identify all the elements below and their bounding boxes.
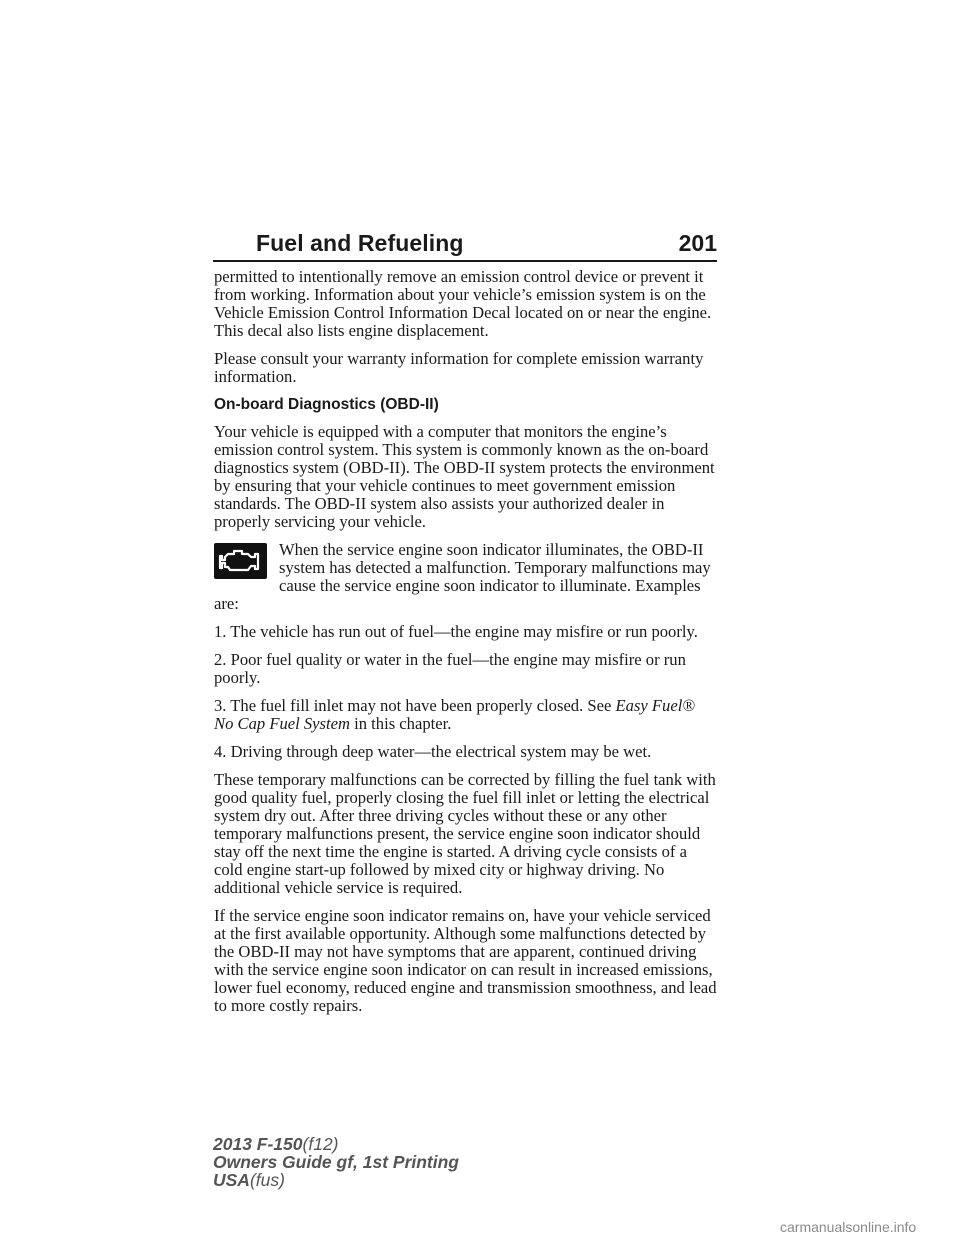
page-number: 201: [678, 230, 717, 256]
page-footer: [213, 1135, 459, 1189]
page-header: [213, 226, 717, 262]
example-item-3: [214, 697, 717, 733]
example-item-1: 1. The vehicle has run out of fuel—the engine may misfire or run poorly.: [214, 622, 698, 641]
paragraph-emission-decal: permitted to intentionally remove an emission control device or prevent it from working. Information about your vehicle’s emission system is on the Vehicle Emission Control Information Decal located on or near the engine. This decal also lists engine displacement.: [214, 267, 712, 340]
paragraph-obd-intro: Your vehicle is equipped with a computer that monitors the engine’s emission control system. This system is commonly known as the on-board diagnostics system (OBD-II). The OBD-II system protects the environment by ensuring that your vehicle continues to meet government emission standards. The OBD-II system also assists your authorized dealer in properly servicing your vehicle.: [214, 422, 715, 531]
chapter-title: Fuel and Refueling: [256, 230, 464, 256]
example-item-3-text: 3. The fuel fill inlet may not have been properly closed. See: [214, 696, 616, 715]
footer-market-line: [213, 1171, 459, 1189]
paragraph-corrections: These temporary malfunctions can be corrected by filling the fuel tank with good quality fuel, properly closing the fuel fill inlet or letting the electrical system dry out. After three driving cycles without these or any other temporary malfunctions present, the service engine soon indicator should stay off the next time the engine is started. A driving cycle consists of a cold engine start-up followed by mixed city or highway driving. No additional vehicle service is required.: [214, 770, 716, 897]
watermark: carmanualsonline.info: [780, 1219, 917, 1235]
paragraph-warranty: Please consult your warranty information for complete emission warranty information.: [214, 349, 704, 386]
footer-market-code: (fus): [249, 1170, 285, 1190]
example-item-4: 4. Driving through deep water—the electrical system may be wet.: [214, 742, 652, 761]
footer-printing: Owners Guide gf, 1st Printing: [213, 1152, 459, 1172]
engine-glyph: [218, 547, 263, 575]
footer-model: 2013 F-150: [213, 1134, 303, 1154]
paragraph-indicator-remains-on: If the service engine soon indicator remains on, have your vehicle serviced at the first available opportunity. Although some malfunctions detected by the OBD-II may not have symptoms that are apparent, continued driving with the service engine soon indicator on can result in increased emissions, lower fuel economy, reduced engine and transmission smoothness, and lead to more costly repairs.: [214, 906, 717, 1015]
footer-model-line: [213, 1135, 459, 1153]
example-item-3-suffix: in this chapter.: [349, 714, 452, 733]
footer-model-code: (f12): [302, 1134, 339, 1154]
section-heading-obd: On-board Diagnostics (OBD-II): [214, 396, 439, 413]
example-item-2: 2. Poor fuel quality or water in the fuel—the engine may misfire or run poorly.: [214, 650, 686, 687]
indicator-text: When the service engine soon indicator illuminates, the OBD-II system has detected a malfunction. Temporary malfunctions may cause the service engine soon indicator to illuminate. Examples are:: [214, 540, 711, 613]
indicator-paragraph: [214, 541, 717, 613]
check-engine-icon: [214, 543, 267, 579]
footer-market: USA: [213, 1170, 250, 1190]
easy-fuel-reference: Easy Fuel® No Cap Fuel System: [214, 696, 695, 733]
page-body: [214, 268, 717, 1025]
header-divider: [213, 260, 717, 262]
